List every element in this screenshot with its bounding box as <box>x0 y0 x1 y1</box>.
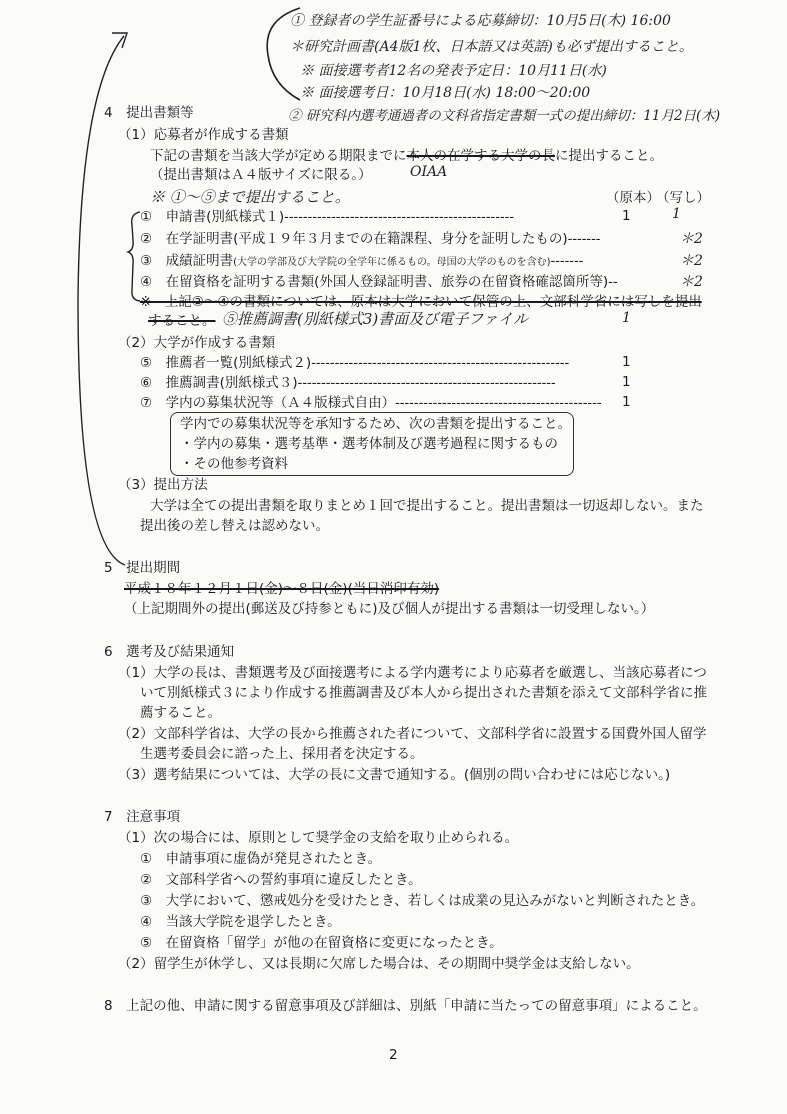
list-item: ③ 成績証明書(大学の学部及び大学院の全学年に係るもの。母国の大学のものを含む)------- <box>140 253 584 269</box>
section-6-1-line-1: （1）大学の長は、書類選考及び面接選考による学内選考により応募者を厳選し、当該応募者につ <box>118 665 707 681</box>
section-4-1-title: （1）応募者が作成する書類 <box>118 127 289 143</box>
section-7-2: （2）留学生が休学し、又は長期に欠席した場合は、その期間中奨学金は支給しない。 <box>118 956 640 972</box>
section-5-heading: 5 提出期間 <box>104 560 181 576</box>
section-4-2-title: （2）大学が作成する書類 <box>118 335 276 351</box>
handwritten-line-5: ② 研究科内選考通過者の文科省指定書類一式の提出締切：11月2日(木) <box>288 108 721 124</box>
section-8-text: 8 上記の他、申請に関する留意事項及び詳細は、別紙「申請に当たっての留意事項」によること。 <box>104 998 707 1014</box>
handwritten-line-4: ※ 面接選考日：10月18日(水) 18:00～20:00 <box>300 85 591 101</box>
item-2-copy: ＊2 <box>680 231 703 247</box>
list-item: ⑤ 在留資格「留学」が他の在留資格に変更になったとき。 <box>140 935 503 951</box>
section-6-1-line-2: いて別紙様式３により作成する推薦調書及び本人から提出された書類を添えて文部科学省に推 <box>140 685 707 701</box>
list-item: ⑦ 学内の募集状況等（Ａ４版様式自由）-------------------------------------------- <box>140 395 602 411</box>
section-4-3-line-2: 提出後の差し替えは認めない。 <box>140 518 329 534</box>
handwritten-line-1: ① 登録者の学生証番号による応募締切：10月5日(木) 16:00 <box>290 13 671 29</box>
item-4-copy: ＊2 <box>680 274 703 290</box>
handwritten-item-5-copy: 1 <box>622 310 631 326</box>
list-item: ④ 在留資格を証明する書類(外国人登録証明書、旅券の在留資格確認箇所等)-- <box>140 274 618 290</box>
handwritten-brace <box>128 212 140 301</box>
handwritten-arrow-head <box>112 33 127 48</box>
section-4-3-line-1: 大学は全ての提出書類を取りまとめ１回で提出すること。提出書類は一切返却しない。また <box>150 498 704 514</box>
item-3-copy: ＊2 <box>680 253 703 269</box>
box-line-1: 学内での募集状況等を承知するため、次の書類を提出すること。 <box>180 416 571 432</box>
list-item: ⑥ 推薦調書(別紙様式３)------------------------------------------------------- <box>140 375 556 391</box>
page-number: 2 <box>389 1047 398 1063</box>
section-4-heading: 4 提出書類等 <box>104 105 194 121</box>
section-6-2-line-2: 生選考委員会に諮った上、採用者を決定する。 <box>140 746 424 762</box>
section-6-heading: 6 選考及び結果通知 <box>104 644 235 660</box>
section-7-1-title: （1）次の場合には、原則として奨学金の支給を取り止められる。 <box>118 830 519 846</box>
list-item: ③ 大学において、懲戒処分を受けたとき、若しくは成業の見込みがないと判断されたとき。 <box>140 893 705 909</box>
column-original: （原本） <box>606 190 660 206</box>
item-5-original: 1 <box>622 354 631 370</box>
box-line-3: ・その他参考資料 <box>180 456 288 472</box>
handwritten-note-submit: ※ ①～⑤まで提出すること。 <box>150 188 350 206</box>
section-6-2-line-1: （2）文部科学省は、大学の長から推薦された者について、文部科学省に設置する国費外国人留学 <box>118 726 707 742</box>
section-7-heading: 7 注意事項 <box>104 809 181 825</box>
item-6-original: 1 <box>622 374 631 390</box>
section-6-3-line-1: （3）選考結果については、大学の長に文書で通知する。(個別の問い合わせには応じない。) <box>118 767 671 783</box>
list-item: ④ 当該大学院を退学したとき。 <box>140 914 341 930</box>
item-1-original: 1 <box>622 208 631 224</box>
box-line-2: ・学内の募集・選考基準・選考体制及び選考過程に関するもの <box>180 436 558 452</box>
section-4-1-intro: 下記の書類を当該大学が定める期限までに本人の在学する大学の長に提出すること。 <box>150 148 663 164</box>
section-4-1-intro2: （提出書類はＡ４版サイズに限る。） <box>150 167 372 183</box>
section-6-1-line-3: 薦すること。 <box>140 705 221 721</box>
struck-text: 本人の在学する大学の長 <box>406 148 555 164</box>
handwritten-oiaa: OIAA <box>410 164 448 180</box>
section-5-note: （上記期間外の提出(郵送及び持参ともに)及び個人が提出する書類は一切受理しない。） <box>124 601 655 617</box>
handwritten-line-3: ※ 面接選考者12名の発表予定日：10月11日(水) <box>300 63 607 79</box>
column-copy: （写し） <box>656 190 710 206</box>
item-1-copy: 1 <box>672 206 681 222</box>
list-item: ① 申請事項に虚偽が発見されたとき。 <box>140 851 382 867</box>
section-5-struck-period: 平成１８年１２月１日(金)～８日(金)(当日消印有効) <box>124 581 440 597</box>
list-item: ② 在学証明書(平成１９年３月までの在籍課程、身分を証明したもの)------- <box>140 231 601 247</box>
handwritten-line-2: ＊研究計画書(A4版1枚、日本語又は英語)も必ず提出すること。 <box>290 39 693 55</box>
struck-note-line-2: すること。 <box>148 313 216 329</box>
item-7-original: 1 <box>622 394 631 410</box>
section-4-3-title: （3）提出方法 <box>118 477 208 493</box>
list-item: ⑤ 推薦者一覧(別紙様式２)------------------------------------------------------- <box>140 355 570 371</box>
struck-note-line-1: ※ 上記②～④の書類については、原本は大学において保管の上、文部科学省には写しを提出 <box>140 294 702 310</box>
list-item: ② 文部科学省への誓約事項に違反したとき。 <box>140 872 422 888</box>
handwritten-item-5: ⑤推薦調書(別紙様式3)書面及び電子ファイル <box>222 310 528 328</box>
list-item: ① 申請書(別紙様式１)------------------------------------------------- <box>140 209 515 225</box>
